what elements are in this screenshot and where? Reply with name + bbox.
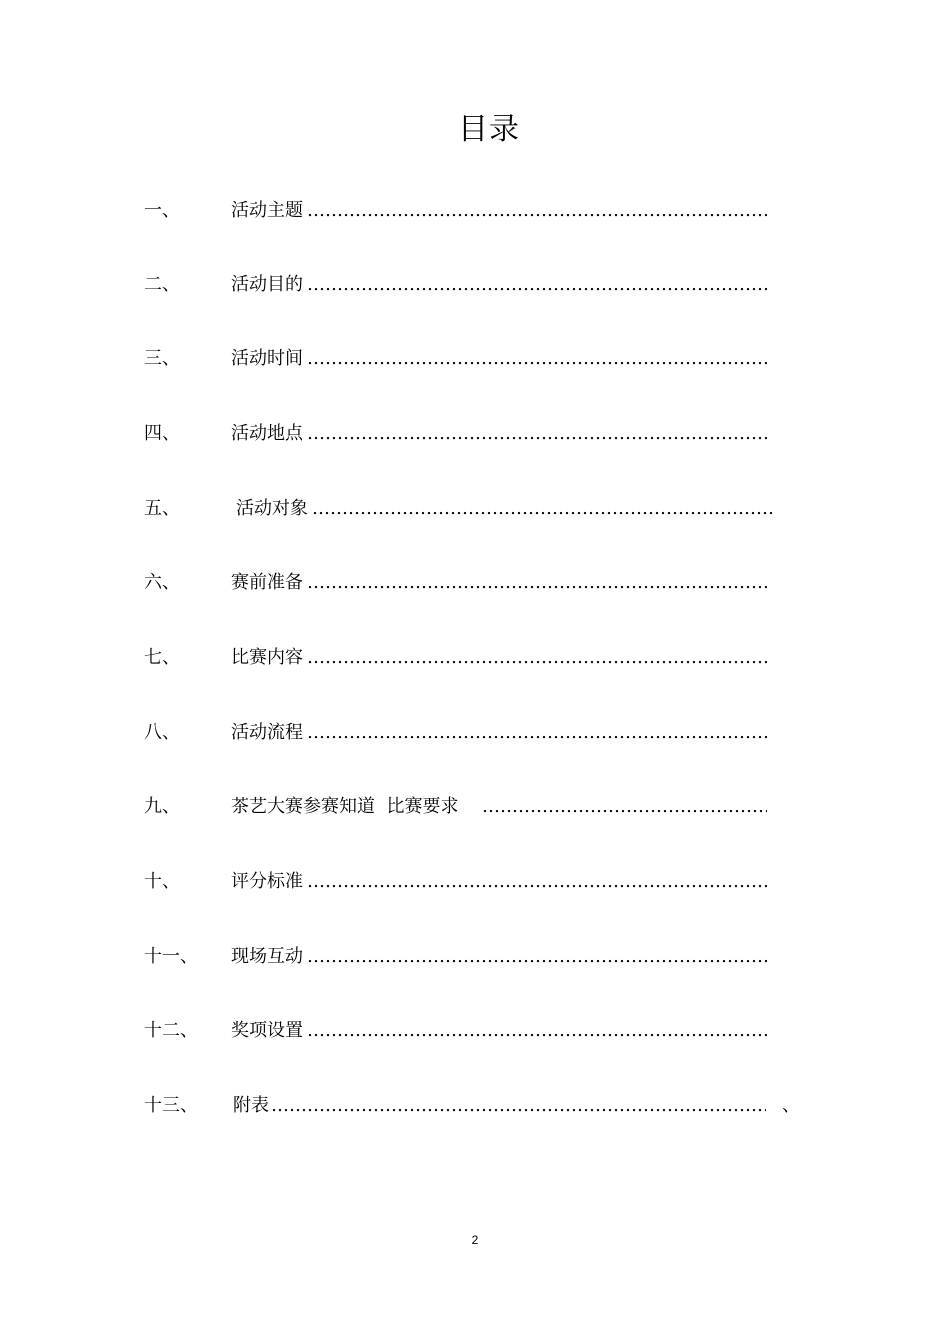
toc-title: 附表 xyxy=(233,1095,269,1116)
toc-dot-leader xyxy=(307,867,767,897)
toc-title: 活动流程 xyxy=(231,722,303,743)
toc-title: 赛前准备 xyxy=(231,572,303,593)
toc-dot-leader xyxy=(307,568,767,598)
toc-dot-leader xyxy=(307,942,767,972)
toc-number: 七、 xyxy=(144,647,180,668)
toc-dot-leader xyxy=(312,494,772,524)
toc-number: 五、 xyxy=(144,498,180,519)
toc-number: 十三、 xyxy=(144,1095,198,1116)
toc-number: 八、 xyxy=(144,722,180,743)
toc-dot-leader xyxy=(307,643,767,673)
toc-number: 十一、 xyxy=(144,946,198,967)
page-number: 2 xyxy=(471,1233,479,1247)
toc-title: 茶艺大赛参赛知道 比赛要求 xyxy=(231,796,459,817)
toc-title: 奖项设置 xyxy=(231,1020,303,1041)
toc-number: 二、 xyxy=(144,274,180,295)
toc-number: 四、 xyxy=(144,423,180,444)
toc-title: 活动时间 xyxy=(231,348,303,369)
toc-dot-leader xyxy=(307,270,767,300)
toc-number: 一、 xyxy=(144,200,180,221)
toc-title: 活动主题 xyxy=(231,200,303,221)
toc-title: 评分标准 xyxy=(231,871,303,892)
toc-number: 十、 xyxy=(144,871,180,892)
toc-number: 三、 xyxy=(144,348,180,369)
toc-dot-leader xyxy=(482,792,767,822)
toc-title: 比赛内容 xyxy=(231,647,303,668)
toc-dot-leader xyxy=(271,1091,766,1121)
toc-dot-leader xyxy=(307,419,767,449)
toc-dot-leader xyxy=(307,196,767,226)
toc-title: 活动地点 xyxy=(231,423,303,444)
toc-number: 六、 xyxy=(144,572,180,593)
toc-title: 活动对象 xyxy=(236,498,308,519)
toc-dot-leader xyxy=(307,344,767,374)
toc-number: 九、 xyxy=(144,796,180,817)
toc-title: 活动目的 xyxy=(231,274,303,295)
toc-dot-leader xyxy=(307,718,767,748)
toc-dot-leader xyxy=(307,1016,767,1046)
toc-title: 现场互动 xyxy=(231,946,303,967)
toc-number: 十二、 xyxy=(144,1020,198,1041)
trailing-mark: 、 xyxy=(782,1095,800,1116)
page-title: 目录 xyxy=(458,112,520,147)
